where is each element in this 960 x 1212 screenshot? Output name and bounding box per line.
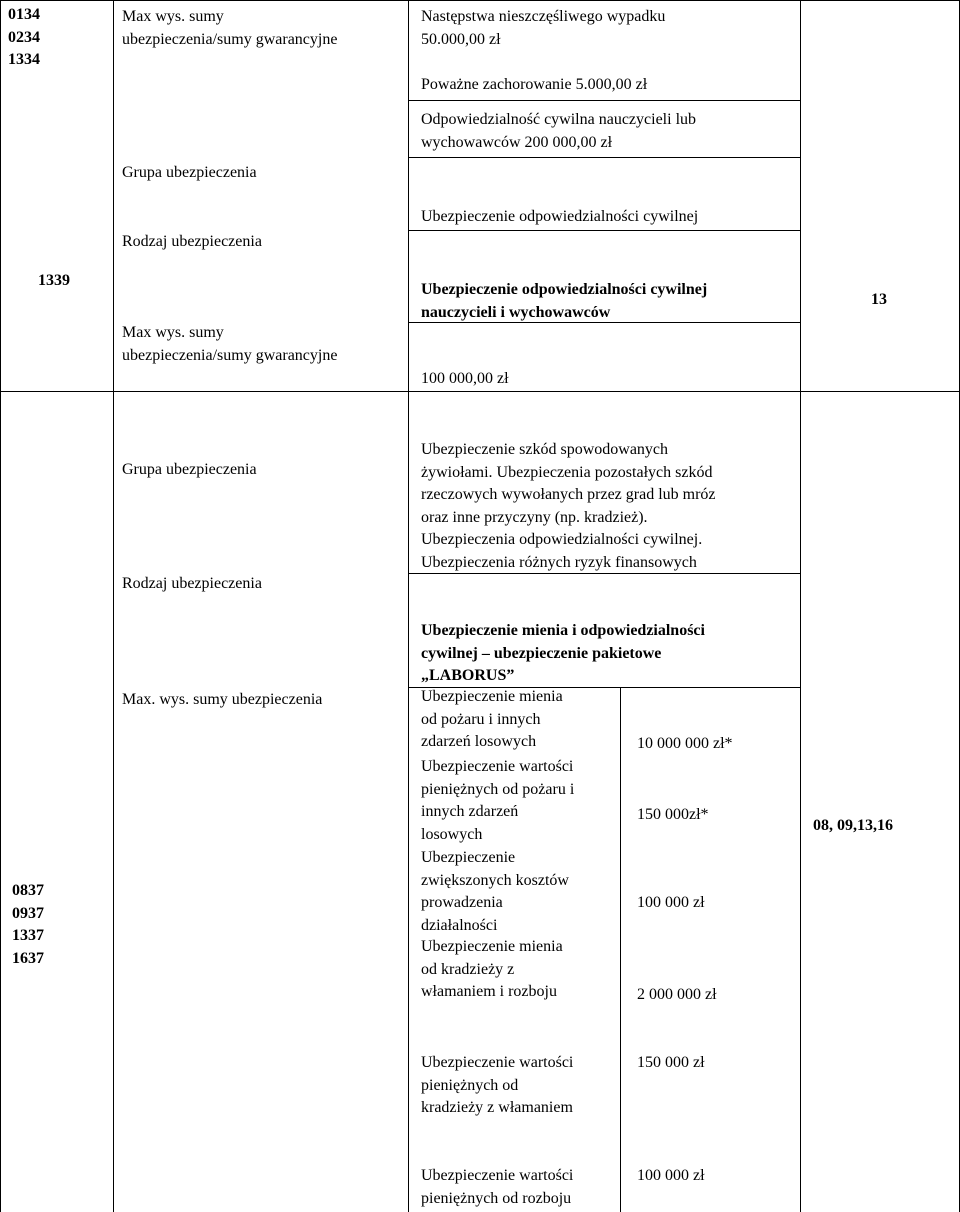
coverage-amount: 150 000 zł [637, 1054, 705, 1071]
coverage-name: Ubezpieczenie wartości pieniężnych od pożaru i innych zdarzeń losowych [421, 758, 575, 843]
max-sum-value: 100 000,00 zł [421, 370, 509, 387]
column-divider-1 [113, 0, 114, 1212]
insurance-type-value: Ubezpieczenie odpowiedzialności cywilnej nauczycieli i wychowawców [421, 281, 708, 321]
insurance-item: Poważne zachorowanie 5.000,00 zł [421, 76, 648, 93]
inner-rule-3 [408, 230, 801, 231]
inner-rule-1 [408, 100, 801, 101]
coverage-name: Ubezpieczenie mienia od pożaru i innych zdarzeń losowych [421, 688, 563, 750]
coverage-amount: 2 000 000 zł [637, 986, 717, 1003]
insurance-group-label: Grupa ubezpieczenia [122, 164, 257, 181]
row-codes: 1339 [38, 272, 70, 289]
insurance-group-value: Ubezpieczenie szkód spowodowanych żywiołami. Ubezpieczenia pozostałych szkód rzeczowych wywołanych przez grad lub mróz oraz inne przyczyny (np. kradzież). Ubezpieczenia odpowiedzialności cywilnej. Ubezpieczenia różnych ryzyk finansowych [421, 441, 716, 571]
insurance-item: Następstwa nieszczęśliwego wypadku 50.000,00 zł [421, 8, 666, 48]
column-divider-3 [800, 0, 801, 1212]
coverage-name: Ubezpieczenie mienia od kradzieży z włamaniem i rozboju [421, 938, 563, 1000]
page-reference: 08, 09,13,16 [813, 817, 893, 834]
inner-rule-2 [408, 157, 801, 158]
column-divider-2 [408, 0, 409, 1212]
row-codes: 0134 0234 1334 [8, 6, 40, 68]
table-border-top [0, 0, 960, 1]
insurance-group-value: Ubezpieczenie odpowiedzialności cywilnej [421, 208, 699, 225]
insurance-item: Odpowiedzialność cywilna nauczycieli lub wychowawców 200 000,00 zł [421, 111, 697, 151]
coverage-name: Ubezpieczenie wartości pieniężnych od kradzieży z włamaniem [421, 1054, 574, 1116]
page-reference: 13 [871, 291, 887, 308]
coverage-name: Ubezpieczenie zwiększonych kosztów prowadzenia działalności [421, 849, 569, 934]
coverage-name: Ubezpieczenie wartości pieniężnych od rozboju [421, 1167, 574, 1207]
max-sum-label: Max wys. sumy ubezpieczenia/sumy gwarancyjne [122, 324, 338, 364]
coverage-amount: 100 000 zł [637, 1167, 705, 1184]
coverage-amount: 10 000 000 zł* [637, 735, 733, 752]
amount-column-divider [620, 687, 621, 1212]
coverage-amount: 150 000zł* [637, 806, 709, 823]
table-border-left [0, 0, 1, 1212]
coverage-amount: 100 000 zł [637, 894, 705, 911]
row-divider-1 [0, 391, 960, 392]
max-sum-label: Max wys. sumy ubezpieczenia/sumy gwarancyjne [122, 8, 338, 48]
insurance-group-label: Grupa ubezpieczenia [122, 461, 257, 478]
row-codes: 0837 0937 1337 1637 [12, 882, 44, 967]
insurance-type-label: Rodzaj ubezpieczenia [122, 575, 262, 592]
insurance-type-label: Rodzaj ubezpieczenia [122, 233, 262, 250]
insurance-type-value: Ubezpieczenie mienia i odpowiedzialności cywilnej – ubezpieczenie pakietowe „LABORUS” [421, 622, 705, 684]
max-sum-label: Max. wys. sumy ubezpieczenia [122, 691, 323, 708]
